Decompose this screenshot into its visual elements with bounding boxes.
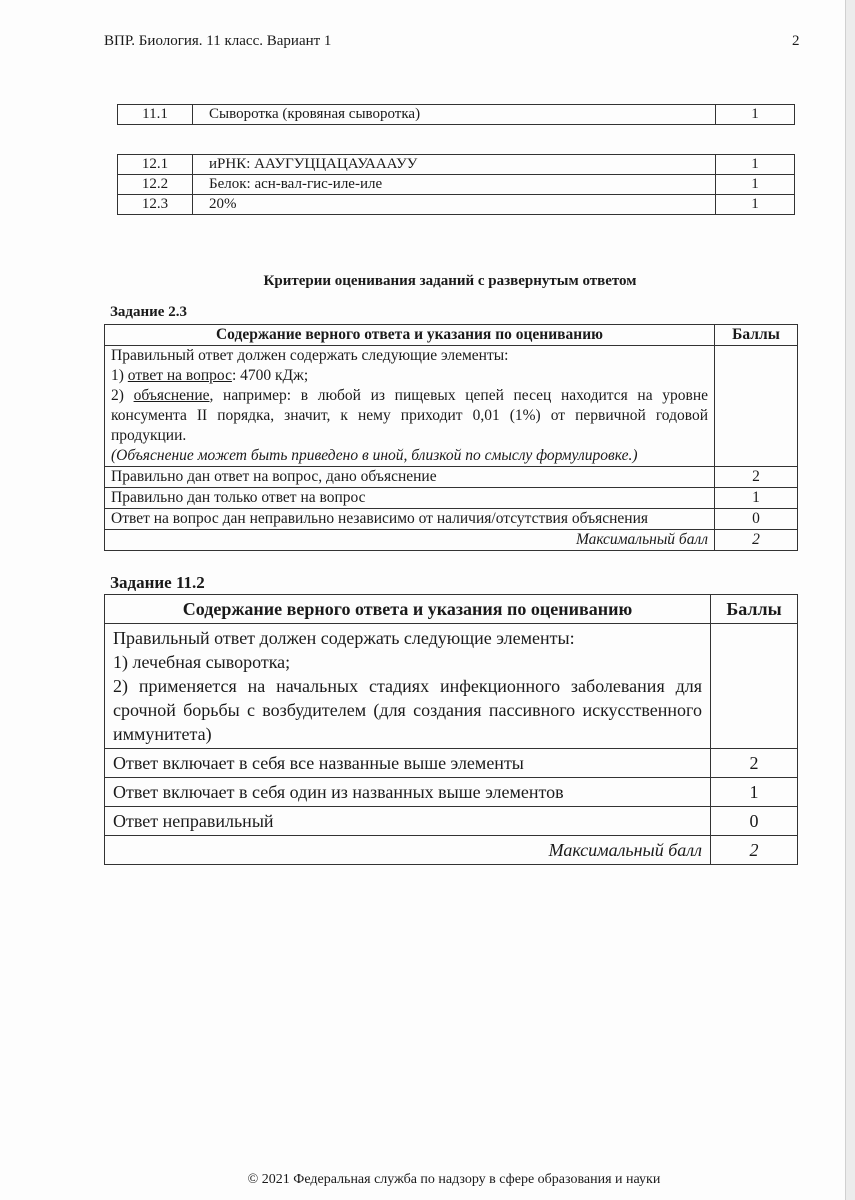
- table-row: [105, 624, 798, 749]
- task-2-3-label: Задание 2.3: [110, 304, 187, 320]
- criterion-text: Правильно дан ответ на вопрос, дано объяснение: [105, 467, 715, 488]
- table-row: [118, 195, 795, 215]
- criterion-text: Ответ включает в себя все названные выше элементы: [105, 749, 711, 778]
- criterion-text: Ответ включает в себя один из названных выше элементов: [105, 778, 711, 807]
- page-number: 2: [792, 33, 800, 49]
- column-header-points: Баллы: [711, 595, 798, 624]
- table-row: [105, 807, 798, 836]
- answer-text: 20%: [193, 195, 716, 215]
- page-footer: © 2021 Федеральная служба по надзору в сфере образования и науки: [247, 1172, 661, 1187]
- table-header-row: [105, 325, 798, 346]
- element-1: 1) лечебная сыворотка;: [113, 652, 291, 672]
- criterion-points: 0: [711, 807, 798, 836]
- task-2-3-criteria-table: [104, 324, 798, 551]
- max-score-label: Максимальный балл: [105, 530, 715, 551]
- column-header-content: Содержание верного ответа и указания по оцениванию: [105, 325, 715, 346]
- element-2: 2) применяется на начальных стадиях инфекционного заболевания для срочной борьбы с возбудителем (для создания пассивного искусственного иммунитета): [113, 676, 702, 744]
- criterion-points: 2: [715, 467, 798, 488]
- answer-text: иРНК: ААУГУЦЦАЦАУАААУУ: [193, 155, 716, 175]
- table-row: [105, 488, 798, 509]
- answer-points: 1: [716, 195, 795, 215]
- column-header-content: Содержание верного ответа и указания по оцениванию: [105, 595, 711, 624]
- task-11-2-criteria-table: [104, 594, 798, 865]
- table-row: [105, 346, 798, 467]
- answer-number: 12.1: [118, 155, 193, 175]
- criterion-points: 2: [711, 749, 798, 778]
- criterion-text: Ответ неправильный: [105, 807, 711, 836]
- criterion-points: 0: [715, 509, 798, 530]
- table-row: [118, 105, 795, 125]
- table-row: [105, 836, 798, 865]
- correct-answer-elements: [105, 346, 715, 467]
- element-2-keyword: объяснение: [133, 387, 210, 404]
- table-row: [105, 509, 798, 530]
- formulation-note: (Объяснение может быть приведено в иной, близкой по смыслу формулировке.): [111, 447, 638, 464]
- correct-answer-elements: [105, 624, 711, 749]
- answers-table-11: [117, 104, 795, 125]
- answer-number: 11.1: [118, 105, 193, 125]
- answer-text: Сыворотка (кровяная сыворотка): [193, 105, 716, 125]
- answer-points: 1: [716, 105, 795, 125]
- criterion-points: 1: [711, 778, 798, 807]
- table-row: [105, 530, 798, 551]
- elements-intro: Правильный ответ должен содержать следующие элементы:: [113, 628, 575, 648]
- elements-intro: Правильный ответ должен содержать следующие элементы:: [111, 347, 509, 364]
- table-row: [118, 175, 795, 195]
- answer-text: Белок: асн-вал-гис-иле-иле: [193, 175, 716, 195]
- page-header-title: ВПР. Биология. 11 класс. Вариант 1: [104, 33, 332, 49]
- max-score-value: 2: [715, 530, 798, 551]
- answer-number: 12.3: [118, 195, 193, 215]
- empty-points-cell: [711, 624, 798, 749]
- empty-points-cell: [715, 346, 798, 467]
- element-1-keyword: ответ на вопрос: [127, 367, 232, 384]
- element-2: 2) объяснение, например: в любой из пищевых цепей песец находится на уровне консумента II порядка, значит, к нему приходит 0,01 (1%) от первичной годовой продукции.: [111, 387, 708, 444]
- table-row: [105, 749, 798, 778]
- max-score-value: 2: [711, 836, 798, 865]
- answers-table-12: [117, 154, 795, 215]
- max-score-label: Максимальный балл: [105, 836, 711, 865]
- answer-points: 1: [716, 155, 795, 175]
- table-header-row: [105, 595, 798, 624]
- criterion-points: 1: [715, 488, 798, 509]
- table-row: [118, 155, 795, 175]
- criterion-text: Ответ на вопрос дан неправильно независимо от наличия/отсутствия объяснения: [105, 509, 715, 530]
- task-11-2-label: Задание 11.2: [110, 573, 205, 592]
- criterion-text: Правильно дан только ответ на вопрос: [105, 488, 715, 509]
- answer-number: 12.2: [118, 175, 193, 195]
- section-title: Критерии оценивания заданий с развернутым ответом: [263, 273, 637, 289]
- element-1: 1) ответ на вопрос: 4700 кДж;: [111, 367, 309, 384]
- answer-points: 1: [716, 175, 795, 195]
- table-row: [105, 778, 798, 807]
- table-row: [105, 467, 798, 488]
- column-header-points: Баллы: [715, 325, 798, 346]
